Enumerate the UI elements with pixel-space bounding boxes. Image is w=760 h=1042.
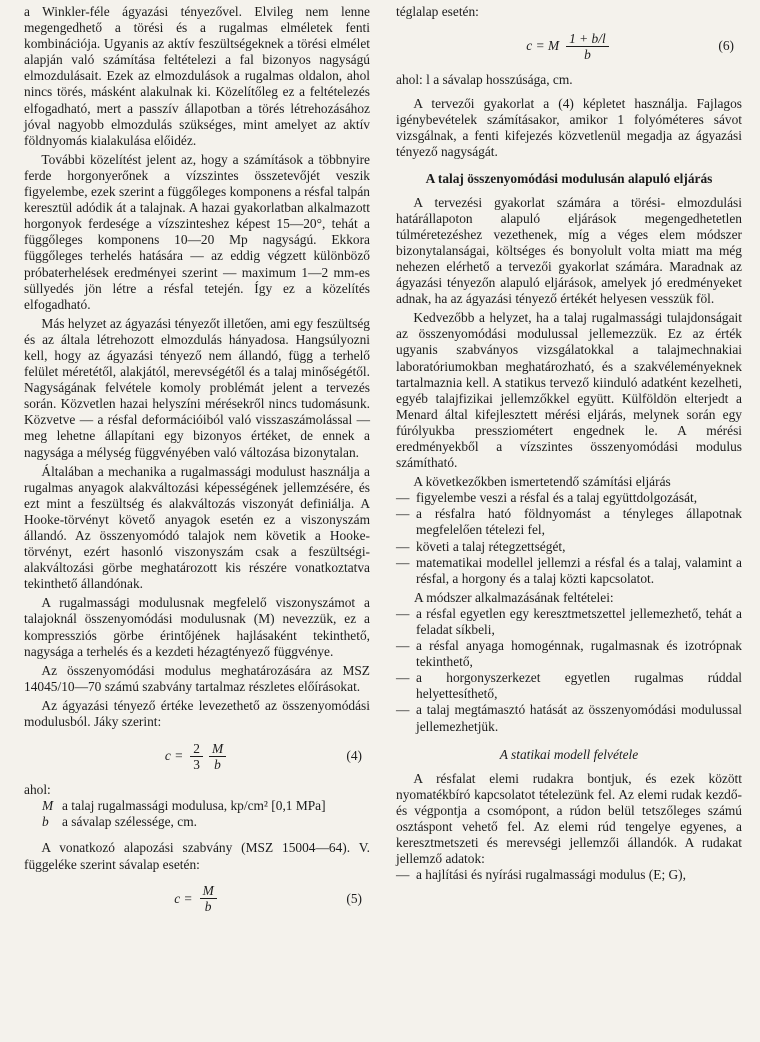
- equation-coefficient: [190, 741, 203, 772]
- left-column: [24, 4, 370, 925]
- list-item: — a résfalra ható földnyomást a tényleges állapotnak megfelelően tételezi fel,: [396, 506, 742, 538]
- list-item: — matematikai modellel jellemzi a résfal és a talaj, valamint a résfal, a horgony és a talaj közti kapcsolatot.: [396, 555, 742, 587]
- equation-fraction: [200, 883, 217, 914]
- equation-number: (5): [346, 890, 362, 906]
- paragraph: téglalap esetén:: [396, 4, 479, 19]
- list: [396, 867, 742, 883]
- paragraph: A vonatkozó alapozási szabvány (MSZ 15004—64). V. függeléke szerint sávalap esetén:: [24, 840, 370, 872]
- subsection-heading: A statikai modell felvétele: [499, 746, 639, 762]
- equation-lhs: c =: [164, 748, 184, 764]
- definition-text: a sávalap szélessége, cm.: [62, 814, 197, 830]
- equation-5: [24, 879, 370, 919]
- list-item: — a horgonyszerkezet egyetlen rugalmas rúddal helyettesíthető,: [396, 670, 742, 702]
- fraction-denominator: b: [584, 46, 591, 62]
- list-item: — a résfal egyetlen egy keresztmetszettel jellemezhető, tehát a feladat síkbeli,: [396, 606, 742, 638]
- paragraph: ahol: l a sávalap hosszúsága, cm.: [396, 72, 573, 88]
- definition-symbol: M: [42, 798, 54, 814]
- list: [396, 490, 742, 587]
- fraction-numerator: 1 + b/l: [566, 31, 609, 47]
- ahol-label: ahol:: [24, 782, 51, 798]
- list-item: — figyelembe veszi a résfal és a talaj együttdolgozását,: [396, 490, 742, 506]
- paragraph: Az ágyazási tényező értéke levezethető az összenyomódási modulusból. Jáky szerint:: [24, 697, 370, 730]
- list: [396, 606, 742, 735]
- coefficient-numerator: 2: [190, 741, 203, 757]
- definition-text: a talaj rugalmassági modulusa, kp/cm² [0,1 MPa]: [62, 798, 326, 814]
- right-column: [396, 4, 742, 883]
- equation-lhs: c = M: [526, 38, 560, 54]
- paragraph: A tervezői gyakorlat a (4) képletet használja. Fajlagos igénybevételek számításakor, amikor 1 folyóméteres sávot vizsgálnak, a fenti kifejezés közvetlenül megadja az ágyazási tényező nagyságát.: [396, 96, 742, 160]
- paragraph: Kedvezőbb a helyzet, ha a talaj rugalmassági tulajdonságait az összenyomódási modulussal jellemezzük. Ez az érték ugyanis szabványos vizsgálatokkal a talajmechnakiai laboratóriumokban meghatározható, és a szakvéleményeknek tartalmaznia kell. A statikus tervező kiinduló adatként kezelheti, egyéb talajfizikai jellemzőkkel együtt. Külföldön elterjedt a Menard által kifejlesztett mérési eljárás, melynek során egy fúrólyukba pressziométert engednek le. A mérési eredményekből a vízszintes összenyomódási modulus számítható.: [396, 310, 742, 471]
- list-item: — a talaj megtámasztó hatását az összenyomódási modulussal jellemezhetjük.: [396, 702, 742, 734]
- list-item: — a résfal anyaga homogénnak, rugalmasnak és izotrópnak tekinthető,: [396, 638, 742, 670]
- definition-item: [24, 798, 370, 814]
- paragraph: További közelítést jelent az, hogy a számítások a többnyire ferde horgonyerőnek a vízszintes összetevőjét veszik figyelembe, ezek szerint a függőleges komponens a résfal talpán keresztül adódik át a talajnak. A hazai gyakorlatban alkalmazott horgonyok ferdesége a vízszinteshez képest 15—20°, tehát a függőleges komponens 10—20 Mp nagyságú. Ekkora függőleges terhelés hatására — az eddig végzett különböző próbaterhelések eredményei szerint — maximum 1—2 mm-es süllyedés jön létre a résfal tetején. Így ez a közelítés elfogadható.: [24, 151, 370, 312]
- fraction-denominator: b: [204, 899, 212, 915]
- fraction-denominator: b: [214, 756, 221, 772]
- list-item: — követi a talaj rétegzettségét,: [396, 539, 742, 555]
- paragraph: A résfalat elemi rudakra bontjuk, és ezek között nyomatékbíró kapcsolatot tételezünk fel. Az elemi rudak kezdő- és végpontja a csomópont, a rúdon belül tetszőleges számú osztáspont vehető fel. Az elemi rúd tengelye egyenes, a keresztmetszeti és merevségi jellemzői állandók. A rudakat jellemző adatok:: [396, 770, 742, 867]
- paragraph: A következőkben ismertetendő számítási eljárás: [413, 474, 671, 490]
- fraction-numerator: M: [200, 883, 217, 899]
- equation-lhs: c =: [174, 890, 193, 906]
- paragraph: A módszer alkalmazásának feltételei:: [414, 589, 614, 605]
- equation-number: (4): [346, 748, 362, 764]
- paragraph: Az összenyomódási modulus meghatározására az MSZ 14045/10—70 számú szabvány tartalmaz részletes előírásokat.: [24, 662, 370, 694]
- paragraph: a Winkler-féle ágyazási tényezővel. Elvileg nem lenne megengedhető a törési és a rugalmas elméletek fenti kombinációja. Ugyanis az aktív feszültségeknek a törési elmélet alapján való számítása feltételezi a fal bizonyos nagyságú elmozdulásait. Ezek az elmozdulások a rugalmas oldalon, ahol nincs törés, másként alakulnak ki. Közelítőleg ez a feltételezés elfogadható, mert a passzív állapotban a törés létrehozásához jóval nagyobb elmozdulás szükséges, mint amelyet az aktív földnyomás kialakulása előidéz.: [24, 4, 370, 148]
- equation-number: (6): [718, 38, 734, 54]
- paragraph: A tervezési gyakorlat számára a törési- elmozdulási határállapoton alapuló eljárások megengedhetetlen túlméretezéshez vezethenek, míg a véges elem módszer bizonytalanságai, költséges és bonyolult volta miatt ma még nehezen elérhető a tervezői gyakorlat számára. Maradnak az ágyazási tényezőn alapuló eljárások, amelyek jó eredményeket adnak, ha az ágyazási tényező értékét helyesen vesszük föl.: [396, 194, 742, 307]
- equation-4: [24, 736, 370, 776]
- list-item: — a hajlítási és nyírási rugalmassági modulus (E; G),: [396, 867, 742, 883]
- coefficient-denominator: 3: [193, 756, 200, 772]
- definition-symbol: b: [42, 814, 49, 830]
- fraction-numerator: M: [209, 741, 226, 757]
- equation-6: [396, 26, 742, 66]
- equation-fraction: [209, 741, 226, 772]
- section-heading: A talaj összenyomódási modulusán alapuló eljárás: [425, 170, 713, 186]
- definition-item: [24, 814, 370, 830]
- paragraph: Általában a mechanika a rugalmassági modulust használja a rugalmas anyagok alakváltozási képességének jellemzésére, és ezt mint a feszültség és alakváltozás viszonyát definiálja. A Hooke-törvényt követő anyagok esetén ez a viszonyszám állandó. Az összenyomódó talajok nem követik a Hooke-törvényt, ezért hasonló viszonyszám csak a feszültségi-alakváltozási görbe meghatározott kis részére vonatkoztatva tekinthető állandónak.: [24, 463, 370, 592]
- paragraph: Más helyzet az ágyazási tényezőt illetően, ami egy feszültség és az általa létrehozott elmozdulás hányadosa. Hangsúlyozni kell, hogy az ágyazási tényező nem állandó, függ a terhelő felület méretétől, alakjától, merevségétől és a talaj minőségétől. Nagyságának felvétele komoly problémát jelent a tervezés során. Közvetlen hazai helyszíni mérésekről nincs tudomásunk. Közvetve — a résfal deformációiból való visszaszámolással — meg lehetne állapítani egy bizonyos értéket, de ennek a nagysága a mélység függvényében való változása bizonytalan.: [24, 315, 370, 460]
- paragraph: A rugalmassági modulusnak megfelelő viszonyszámot a talajoknál összenyomódási modulusnak (M) nevezzük, ez a kompressziós görbe érintőjének hajlásaként tekinthető, nagysága a terhelés és a kezdeti hézagtényező függvénye.: [24, 595, 370, 659]
- equation-fraction: [566, 31, 609, 62]
